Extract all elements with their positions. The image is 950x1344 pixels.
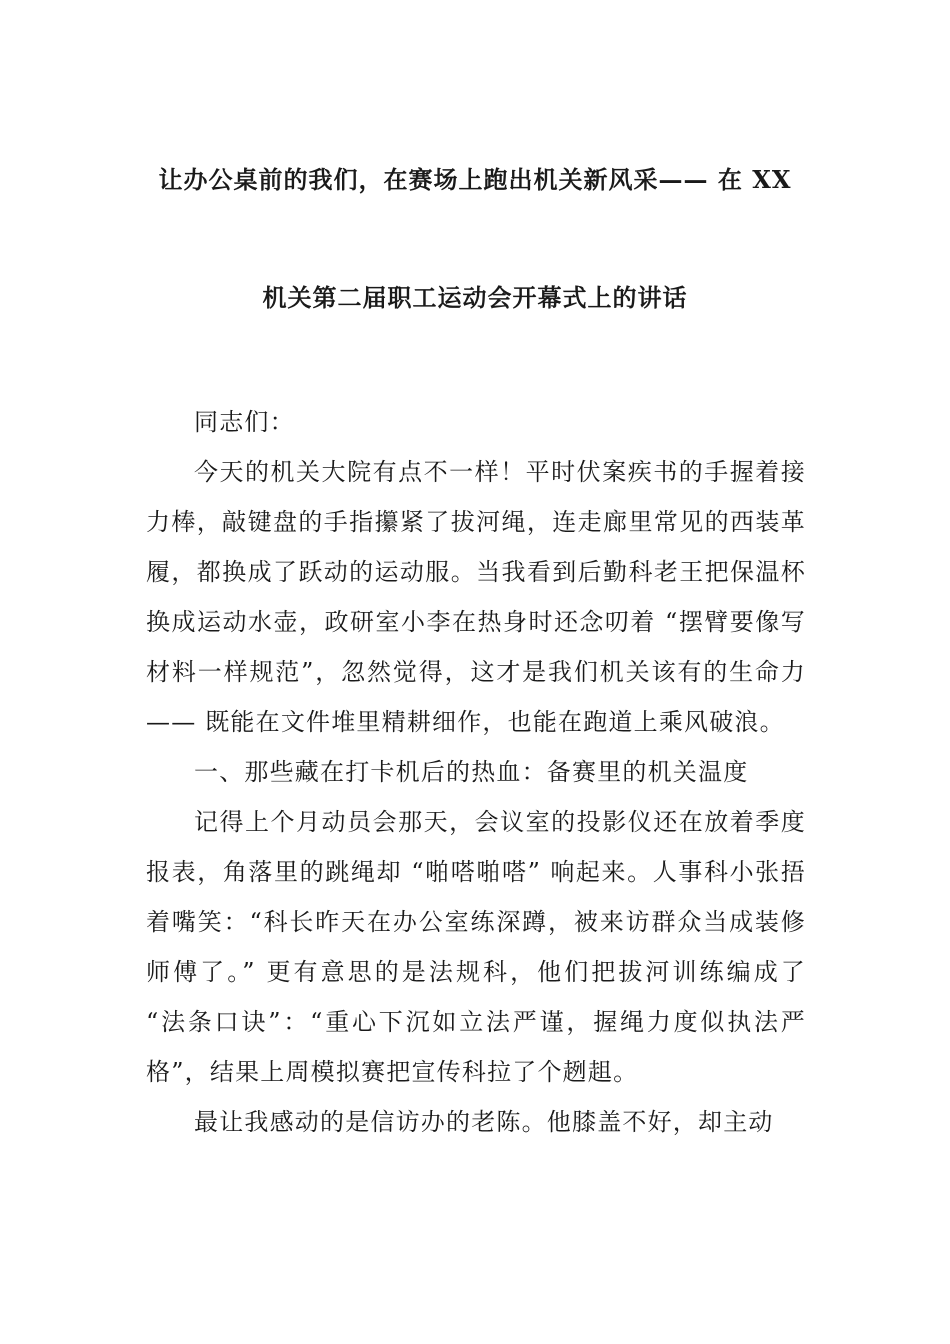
section-heading-1: 一、那些藏在打卡机后的热血：备赛里的机关温度 (194, 758, 749, 786)
paragraph-intro: 今天的机关大院有点不一样！平时伏案疾书的手握着接力棒，敲键盘的手指攥紧了拔河绳，连走廊里常见的西装革履，都换成了跃动的运动服。当我看到后勤科老王把保温杯换成运动水壶，政研室小李在热身时还念叨着 “摆臂要像写材料一样规范”，忽然觉得，这才是我们机关该有的生命力 —— 既能在文件堆里精耕细作，也能在跑道上乘风破浪。 (146, 458, 806, 736)
document-title-line-1: 让办公桌前的我们，在赛场上跑出机关新风采—— 在 XX (158, 165, 792, 194)
greeting: 同志们： (194, 408, 295, 436)
document-body (146, 397, 806, 1147)
document-title-line-2: 机关第二届职工运动会开幕式上的讲话 (262, 283, 688, 312)
paragraph-old-chen: 最让我感动的是信访办的老陈。他膝盖不好，却主动 (194, 1108, 774, 1136)
paragraph-mobilization: 记得上个月动员会那天，会议室的投影仪还在放着季度报表，角落里的跳绳却 “啪嗒啪嗒” 响起来。人事科小张捂着嘴笑：“科长昨天在办公室练深蹲，被来访群众当成装修师傅了。” 更有意思的是法规科，他们把拔河训练编成了 “法条口诀”：“重心下沉如立法严谨，握绳力度似执法严格”，结果上周模拟赛把宣传科拉了个趔趄。 (146, 808, 806, 1086)
